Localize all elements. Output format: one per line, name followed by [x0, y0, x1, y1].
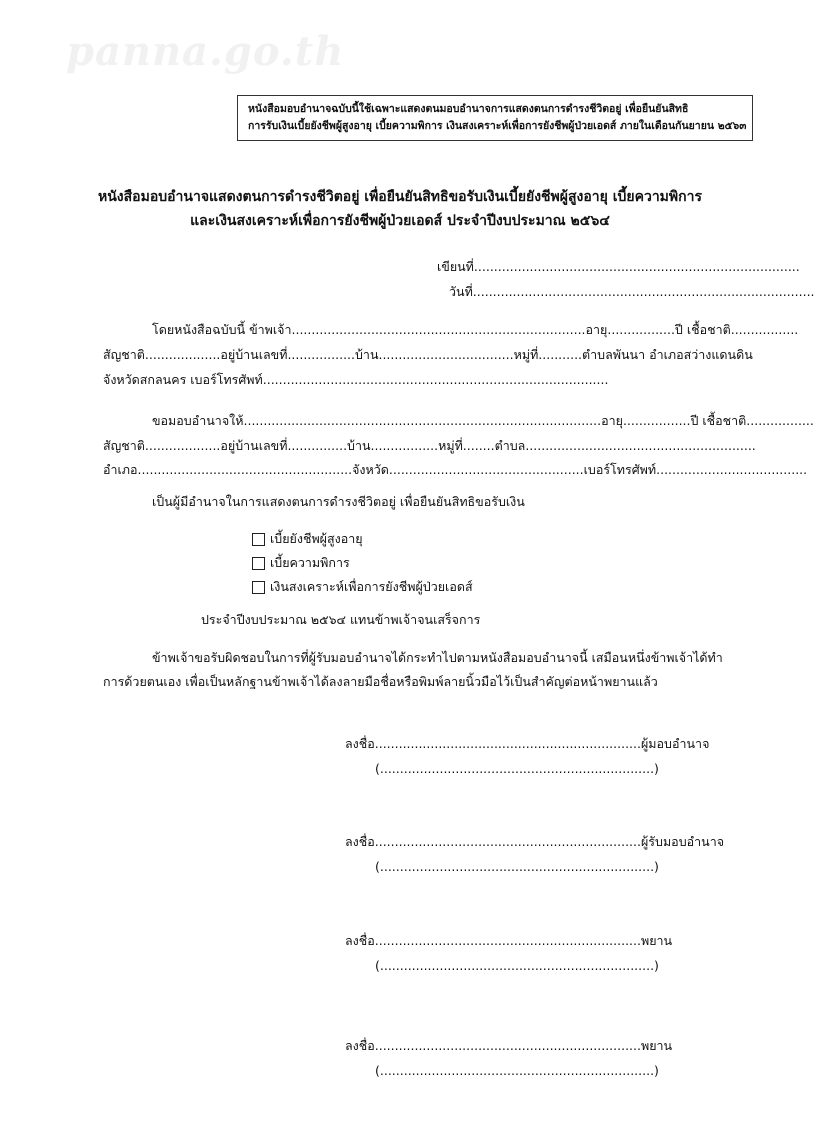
notice-box: [237, 95, 753, 141]
witness-1-printed-name: (.....................................................................): [375, 958, 659, 973]
grantor-printed-name: (.....................................................................): [375, 761, 659, 776]
grantor-line-1: โดยหนังสือฉบับนี้ ข้าพเจ้า..........................................................................อายุ.................ปี เชื้อชาติ.................: [152, 322, 799, 337]
title-line-2: และเงินสงเคราะห์เพื่อการยังชีพผู้ป่วยเอดส์ ประจำปีงบประมาณ ๒๕๖๔: [190, 213, 610, 229]
grantee-printed-name: (.....................................................................): [375, 859, 659, 874]
option-disability-allowance: เบี้ยความพิการ: [270, 555, 350, 570]
grantor-line-3: จังหวัดสกลนคร เบอร์โทรศัพท์.......................................................................................: [103, 372, 609, 387]
grantee-line-1: ขอมอบอำนาจให้..........................................................................................อายุ.................ปี เชื้อชาติ.................: [152, 413, 814, 428]
responsibility-line-2: การด้วยตนเอง เพื่อเป็นหลักฐานข้าพเจ้าได้ลงลายมือชื่อหรือพิมพ์ลายนิ้วมือไว้เป็นสำคัญต่อหน้าพยานแล้ว: [103, 674, 658, 689]
checkbox-elderly-allowance[interactable]: [252, 533, 265, 546]
notice-line-2: การรับเงินเบี้ยยังชีพผู้สูงอายุ เบี้ยความพิการ เงินสงเคราะห์เพื่อการยังชีพผู้ป่วยเอดส์ ภายในเดือนกันยายน ๒๕๖๓: [248, 120, 747, 132]
responsibility-line-1: ข้าพเจ้าขอรับผิดชอบในการที่ผู้รับมอบอำนาจได้กระทำไปตามหนังสือมอบอำนาจนี้ เสมือนหนึ่งข้าพเจ้าได้ทำ: [152, 650, 723, 665]
grantee-signature: ลงชื่อ...................................................................ผู้รับมอบอำนาจ: [345, 834, 725, 849]
written-at-field: เขียนที่..................................................................................: [437, 259, 800, 274]
date-field: วันที่......................................................................................: [449, 284, 815, 299]
witness-1-signature: ลงชื่อ...................................................................พยาน: [345, 933, 673, 948]
grantee-line-3: อำเภอ......................................................จังหวัด.................................................เบอร์โทรศัพท์......................................: [103, 462, 808, 477]
grantor-line-2: สัญชาติ...................อยู่บ้านเลขที่.................บ้าน..................................หมู่ที่...........ตำบลพันนา อำเภอสว่างแดนดิน: [103, 347, 753, 362]
notice-line-1: หนังสือมอบอำนาจฉบับนี้ใช้เฉพาะแสดงตนมอบอำนาจการแสดงตนการดำรงชีวิตอยู่ เพื่อยืนยันสิทธิ: [248, 103, 689, 115]
purpose-text: เป็นผู้มีอำนาจในการแสดงตนการดำรงชีวิตอยู่ เพื่อยืนยันสิทธิขอรับเงิน: [152, 494, 525, 509]
checkbox-disability-allowance[interactable]: [252, 557, 265, 570]
grantee-line-2: สัญชาติ...................อยู่บ้านเลขที่...............บ้าน.................หมู่ที่........ตำบล..........................................................: [103, 438, 756, 453]
witness-2-printed-name: (.....................................................................): [375, 1063, 659, 1078]
checkbox-aids-welfare[interactable]: [252, 581, 265, 594]
watermark: panna.go.th: [66, 28, 345, 75]
grantor-signature: ลงชื่อ...................................................................ผู้มอบอำนาจ: [345, 736, 710, 751]
title-line-1: หนังสือมอบอำนาจแสดงตนการดำรงชีวิตอยู่ เพื่อยืนยันสิทธิขอรับเงินเบี้ยยังชีพผู้สูงอายุ เบี้ยความพิการ: [98, 189, 702, 205]
witness-2-signature: ลงชื่อ...................................................................พยาน: [345, 1038, 673, 1053]
option-elderly-allowance: เบี้ยยังชีพผู้สูงอายุ: [270, 531, 363, 546]
option-aids-welfare: เงินสงเคราะห์เพื่อการยังชีพผู้ป่วยเอดส์: [270, 579, 473, 594]
fiscal-year-text: ประจำปีงบประมาณ ๒๕๖๔ แทนข้าพเจ้าจนเสร็จการ: [201, 612, 481, 627]
